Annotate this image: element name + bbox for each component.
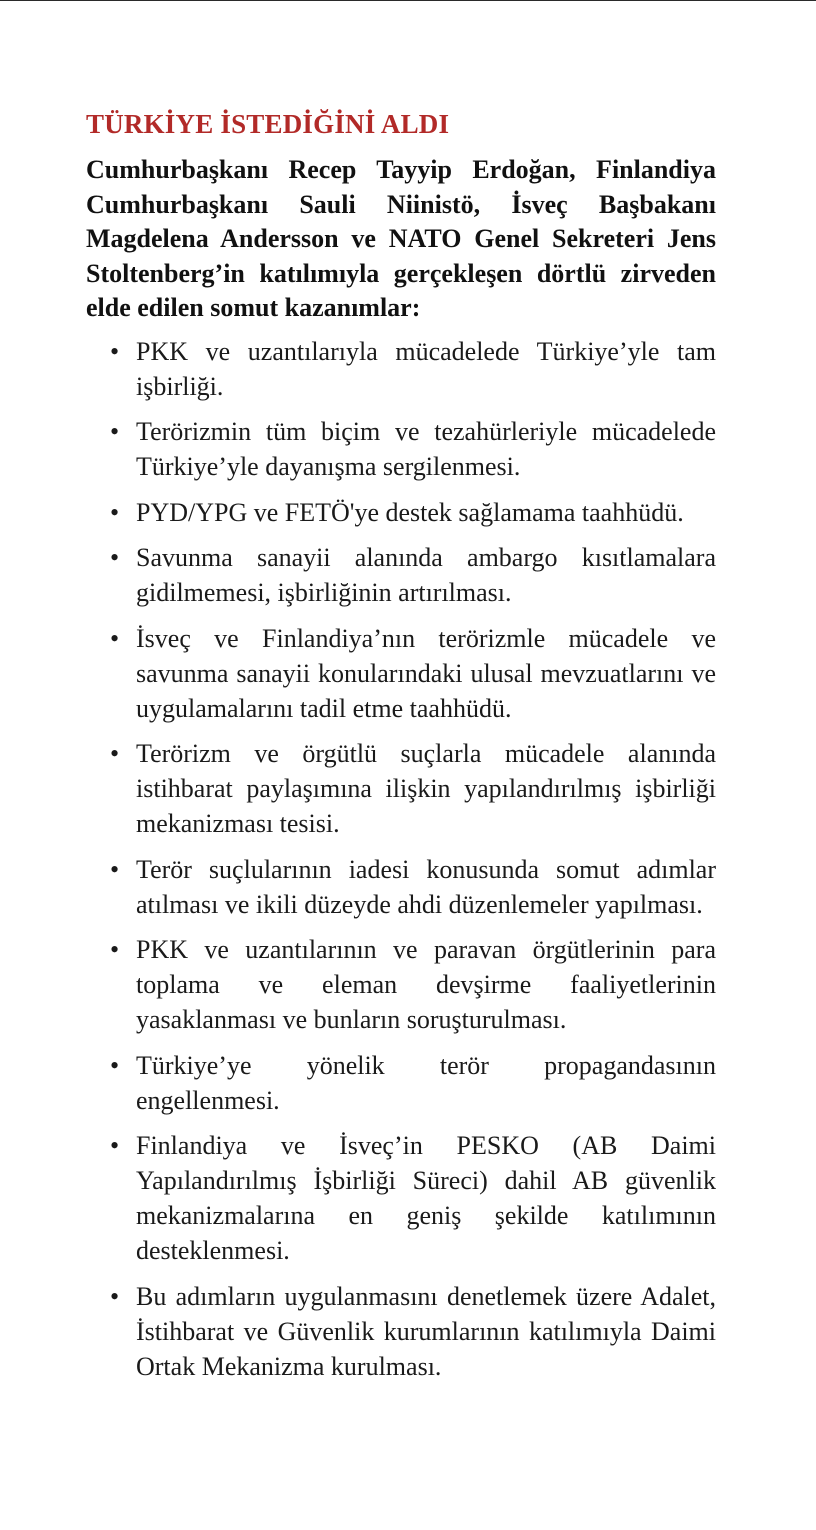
list-item [86, 932, 716, 1037]
bullet-icon: • [110, 1131, 120, 1161]
top-divider [0, 0, 816, 1]
list-item [86, 1048, 716, 1118]
list-item [86, 495, 716, 530]
list-item [86, 1128, 716, 1268]
bullet-icon: • [110, 935, 120, 965]
list-item-text: Finlandiya ve İsveç’in PESKO (AB Daimi Yapılandırılmış İşbirliği Süreci) dahil AB güvenlik mekanizmalarına en geniş şekilde katılımının desteklenmesi. [136, 1131, 716, 1266]
list-item-text: PKK ve uzantılarının ve paravan örgütlerinin para toplama ve eleman devşirme faaliyetlerinin yasaklanması ve bunların soruşturulması. [136, 935, 716, 1035]
bullet-icon: • [110, 739, 120, 769]
bullet-icon: • [110, 497, 120, 527]
bullet-icon: • [110, 417, 120, 447]
list-item [86, 736, 716, 841]
list-item-text: Bu adımların uygulanmasını denetlemek üzere Adalet, İstihbarat ve Güvenlik kurumlarının katılımıyla Daimi Ortak Mekanizma kurulması. [136, 1281, 716, 1381]
bullet-icon: • [110, 543, 120, 573]
gains-list [86, 334, 716, 1384]
bullet-icon: • [110, 854, 120, 884]
list-item [86, 621, 716, 726]
list-item [86, 334, 716, 404]
list-item-text: İsveç ve Finlandiya’nın terörizmle mücadele ve savunma sanayii konularındaki ulusal mevzuatlarını ve uygulamalarını tadil etme taahhüdü. [136, 623, 716, 723]
list-item-text: Terörizm ve örgütlü suçlarla mücadele alanında istihbarat paylaşımına ilişkin yapılandırılmış işbirliği mekanizması tesisi. [136, 739, 716, 839]
bullet-icon: • [110, 1281, 120, 1311]
bullet-icon: • [110, 1050, 120, 1080]
article [86, 107, 716, 1394]
list-item-text: PKK ve uzantılarıyla mücadelede Türkiye’yle tam işbirliği. [136, 336, 716, 401]
list-item-text: Terör suçlularının iadesi konusunda somut adımlar atılması ve ikili düzeyde ahdi düzenlemeler yapılması. [136, 854, 716, 919]
article-headline: TÜRKİYE İSTEDİĞİNİ ALDI [86, 109, 450, 139]
list-item [86, 1279, 716, 1384]
article-lead: Cumhurbaşkanı Recep Tayyip Erdoğan, Finlandiya Cumhurbaşkanı Sauli Niinistö, İsveç Başbakanı Magdelena Andersson ve NATO Genel Sekreteri Jens Stoltenberg’in katılımıyla gerçekleşen dörtlü zirveden elde edilen somut kazanımlar: [86, 155, 716, 323]
list-item-text: Terörizmin tüm biçim ve tezahürleriyle mücadelede Türkiye’yle dayanışma sergilenmesi. [136, 417, 716, 482]
bullet-icon: • [110, 336, 120, 366]
list-item-text: PYD/YPG ve FETÖ'ye destek sağlamama taahhüdü. [136, 497, 684, 527]
list-item [86, 414, 716, 484]
list-item [86, 852, 716, 922]
list-item-text: Savunma sanayii alanında ambargo kısıtlamalara gidilmemesi, işbirliğinin artırılması. [136, 543, 716, 608]
list-item-text: Türkiye’ye yönelik terör propagandasının engellenmesi. [136, 1050, 716, 1115]
bullet-icon: • [110, 623, 120, 653]
list-item [86, 540, 716, 610]
